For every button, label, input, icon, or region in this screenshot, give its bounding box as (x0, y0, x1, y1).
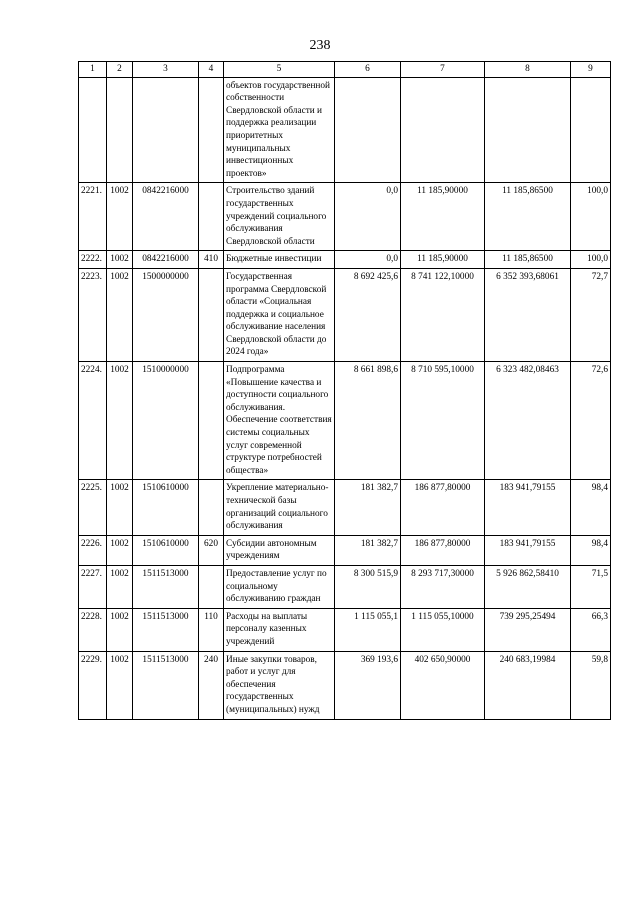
amended-amount-cell (401, 77, 485, 183)
section-code-cell: 1002 (107, 480, 133, 535)
planned-amount-cell: 1 115 055,1 (335, 608, 401, 651)
column-number: 8 (485, 62, 571, 78)
execution-percent-cell: 98,4 (571, 535, 611, 565)
amended-amount-cell: 11 185,90000 (401, 251, 485, 269)
section-code-cell: 1002 (107, 565, 133, 608)
column-number: 5 (224, 62, 335, 78)
table-row (79, 608, 611, 651)
section-code-cell: 1002 (107, 362, 133, 480)
section-code-cell: 1002 (107, 651, 133, 719)
executed-amount-cell: 11 185,86500 (485, 183, 571, 251)
planned-amount-cell: 8 661 898,6 (335, 362, 401, 480)
item-name-cell: Расходы на выплаты персоналу казенных учреждений (224, 608, 335, 651)
item-name-cell: Бюджетные инвестиции (224, 251, 335, 269)
table-row (79, 651, 611, 719)
amended-amount-cell: 8 293 717,30000 (401, 565, 485, 608)
expense-type-cell: 410 (199, 251, 224, 269)
item-name-cell: Предоставление услуг по социальному обслуживанию граждан (224, 565, 335, 608)
execution-percent-cell: 100,0 (571, 251, 611, 269)
expense-type-cell (199, 480, 224, 535)
target-article-cell: 0842216000 (133, 251, 199, 269)
planned-amount-cell: 181 382,7 (335, 480, 401, 535)
execution-percent-cell: 71,5 (571, 565, 611, 608)
expense-type-cell: 240 (199, 651, 224, 719)
target-article-cell: 1511513000 (133, 651, 199, 719)
item-name-cell: Иные закупки товаров, работ и услуг для обеспечения государственных (муниципальных) нужд (224, 651, 335, 719)
target-article-cell: 1510610000 (133, 535, 199, 565)
executed-amount-cell: 6 323 482,08463 (485, 362, 571, 480)
expense-type-cell (199, 77, 224, 183)
amended-amount-cell: 8 710 595,10000 (401, 362, 485, 480)
section-code-cell: 1002 (107, 608, 133, 651)
row-number-cell: 2229. (79, 651, 107, 719)
section-code-cell: 1002 (107, 268, 133, 361)
table-row (79, 535, 611, 565)
item-name-cell: Субсидии автономным учреждениям (224, 535, 335, 565)
table-row (79, 480, 611, 535)
planned-amount-cell: 0,0 (335, 183, 401, 251)
item-name-cell: Государственная программа Свердловской области «Социальная поддержка и социальное обслуживание населения Свердловской области до 2024 года» (224, 268, 335, 361)
row-number-cell: 2221. (79, 183, 107, 251)
section-code-cell: 1002 (107, 183, 133, 251)
column-number: 7 (401, 62, 485, 78)
execution-percent-cell (571, 77, 611, 183)
column-number: 1 (79, 62, 107, 78)
executed-amount-cell (485, 77, 571, 183)
section-code-cell: 1002 (107, 535, 133, 565)
executed-amount-cell: 11 185,86500 (485, 251, 571, 269)
executed-amount-cell: 183 941,79155 (485, 535, 571, 565)
expense-type-cell (199, 268, 224, 361)
expense-type-cell (199, 362, 224, 480)
column-number: 4 (199, 62, 224, 78)
target-article-cell: 1500000000 (133, 268, 199, 361)
expense-type-cell: 110 (199, 608, 224, 651)
amended-amount-cell: 402 650,90000 (401, 651, 485, 719)
row-number-cell: 2223. (79, 268, 107, 361)
row-number-cell: 2225. (79, 480, 107, 535)
table-row (79, 268, 611, 361)
amended-amount-cell: 11 185,90000 (401, 183, 485, 251)
amended-amount-cell: 1 115 055,10000 (401, 608, 485, 651)
row-number-cell: 2227. (79, 565, 107, 608)
section-code-cell: 1002 (107, 251, 133, 269)
continuation-row (79, 77, 611, 183)
amended-amount-cell: 186 877,80000 (401, 535, 485, 565)
execution-percent-cell: 98,4 (571, 480, 611, 535)
planned-amount-cell (335, 77, 401, 183)
executed-amount-cell: 183 941,79155 (485, 480, 571, 535)
column-number: 2 (107, 62, 133, 78)
row-number-cell: 2228. (79, 608, 107, 651)
execution-percent-cell: 66,3 (571, 608, 611, 651)
table-row (79, 565, 611, 608)
target-article-cell: 1510610000 (133, 480, 199, 535)
budget-table (78, 61, 611, 720)
item-name-cell: объектов государственной собственности Свердловской области и поддержка реализации приоритетных муниципальных инвестиционных проектов» (224, 77, 335, 183)
execution-percent-cell: 100,0 (571, 183, 611, 251)
target-article-cell (133, 77, 199, 183)
column-number: 9 (571, 62, 611, 78)
page-number: 238 (309, 38, 331, 53)
row-number-cell: 2226. (79, 535, 107, 565)
item-name-cell: Укрепление материально-технической базы организаций социального обслуживания (224, 480, 335, 535)
item-name-cell: Строительство зданий государственных учреждений социального обслуживания Свердловской области (224, 183, 335, 251)
planned-amount-cell: 369 193,6 (335, 651, 401, 719)
column-number-row (79, 62, 611, 78)
planned-amount-cell: 8 692 425,6 (335, 268, 401, 361)
target-article-cell: 1511513000 (133, 608, 199, 651)
expense-type-cell: 620 (199, 535, 224, 565)
execution-percent-cell: 59,8 (571, 651, 611, 719)
target-article-cell: 1510000000 (133, 362, 199, 480)
row-number-cell: 2224. (79, 362, 107, 480)
planned-amount-cell: 8 300 515,9 (335, 565, 401, 608)
executed-amount-cell: 5 926 862,58410 (485, 565, 571, 608)
section-code-cell (107, 77, 133, 183)
item-name-cell: Подпрограмма «Повышение качества и доступности социального обслуживания. Обеспечение соответствия системы социальных услуг современной структуре потребностей общества» (224, 362, 335, 480)
table-row (79, 183, 611, 251)
expense-type-cell (199, 565, 224, 608)
row-number-cell (79, 77, 107, 183)
expense-type-cell (199, 183, 224, 251)
execution-percent-cell: 72,6 (571, 362, 611, 480)
column-number: 3 (133, 62, 199, 78)
amended-amount-cell: 8 741 122,10000 (401, 268, 485, 361)
amended-amount-cell: 186 877,80000 (401, 480, 485, 535)
planned-amount-cell: 0,0 (335, 251, 401, 269)
column-number: 6 (335, 62, 401, 78)
executed-amount-cell: 240 683,19984 (485, 651, 571, 719)
table-row (79, 251, 611, 269)
target-article-cell: 1511513000 (133, 565, 199, 608)
executed-amount-cell: 739 295,25494 (485, 608, 571, 651)
table-row (79, 362, 611, 480)
row-number-cell: 2222. (79, 251, 107, 269)
target-article-cell: 0842216000 (133, 183, 199, 251)
execution-percent-cell: 72,7 (571, 268, 611, 361)
executed-amount-cell: 6 352 393,68061 (485, 268, 571, 361)
planned-amount-cell: 181 382,7 (335, 535, 401, 565)
